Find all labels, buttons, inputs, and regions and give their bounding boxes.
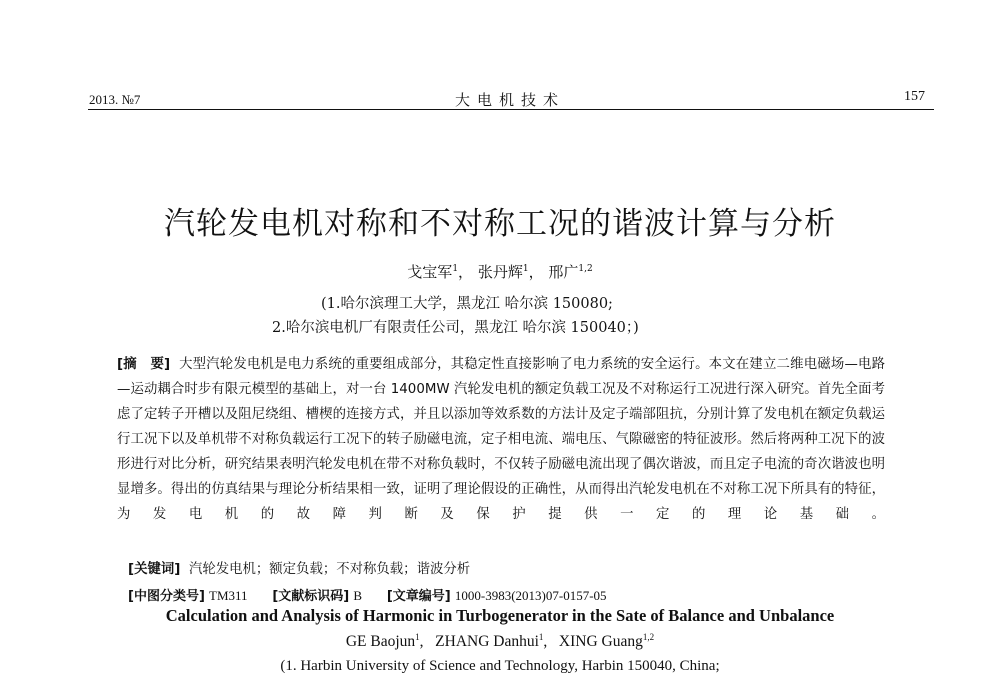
doc-code-label: [文献标识码] [272, 589, 350, 604]
header-journal-name: 大电机技术 [455, 91, 566, 109]
clc-label: [中图分类号] [128, 589, 205, 604]
author-cn-3: 邢广 [548, 263, 579, 281]
classification-line [128, 585, 607, 604]
author-en-3-affil: 1,2 [642, 632, 655, 642]
authors-cn: 戈宝军$^1$， 张丹辉$^1$， 邢广$^{1,2}$ [407, 263, 593, 281]
author-en-2: ZHANG Danhui [435, 633, 539, 651]
author-cn-1: 戈宝军 [407, 263, 453, 281]
author-en-2-affil: 1 [538, 632, 544, 642]
paper-title-en: Calculation and Analysis of Harmonic in Turbogenerator in the Sate of Balance and Unbalance [165, 606, 835, 625]
clc-value: TM311 [209, 588, 248, 603]
authors-en: GE Baojun$^1$, ZHANG Danhui$^1$, XING Guang$^{1,2}$ [345, 632, 655, 651]
paper-title-cn: 汽轮发电机对称和不对称工况的谐波计算与分析 [164, 206, 836, 242]
doc-code-value: B [353, 588, 363, 603]
author-en-1: GE Baojun [345, 633, 416, 651]
abstract-label: [摘 要] [117, 357, 171, 372]
article-number-label: [文章编号] [386, 589, 451, 604]
article-number-value: 1000-3983(2013)07-0157-05 [454, 588, 607, 603]
keywords-text: 汽轮发电机；额定负载；不对称负载；谐波分析 [188, 562, 471, 577]
author-cn-3-affil: 1,2 [578, 264, 593, 274]
abstract-text: 大型汽轮发电机是电力系统的重要组成部分，其稳定性直接影响了电力系统的安全运行。本文在建立二维电磁场—电路—运动耦合时步有限元模型的基础上，对一台 1400MW 汽轮发电机的额定负载工况及不对称运行工况进行深入研究。首先全面考虑了定转子开槽以及阻尼绕组、槽楔的连接方式，并且以添加等效系数的方法计及定子端部阻抗，分别计算了发电机在额定负载运行工况下以及单机带不对称负载运行工况下的转子励磁电流，定子相电流、端电压、气隙磁密的特征波形。然后将两种工况下的波形进行对比分析，研究结果表明汽轮发电机在带不对称负载时，不仅转子励磁电流出现了偶次谐波，而且定子电流的奇次谐波也明显增多。得出的仿真结果与理论分析结果相一致，证明了理论假设的正确性，从而得出汽轮发电机在不对称工况下所具有的特征，为发电机的故障判断及保护提供一定的理论基础。 [117, 357, 885, 522]
header-rule [88, 109, 934, 110]
author-en-3: XING Guang [558, 633, 643, 651]
keywords-line [128, 558, 470, 577]
keywords-label: [关键词] [128, 562, 181, 577]
header-page-number: 157 [904, 89, 925, 104]
author-cn-2: 张丹辉 [477, 263, 523, 281]
affiliation-cn-1: (1.哈尔滨理工大学，黑龙江 哈尔滨 150080; [321, 296, 613, 312]
author-cn-1-affil: 1 [452, 264, 459, 274]
author-en-1-affil: 1 [415, 632, 420, 642]
abstract-block [117, 352, 885, 527]
author-cn-2-affil: 1 [522, 264, 529, 274]
header-issue: 2013. №7 [89, 92, 141, 107]
affiliation-cn-2: 2.哈尔滨电机厂有限责任公司，黑龙江 哈尔滨 150040；) [272, 320, 639, 336]
affiliation-en-1: (1. Harbin University of Science and Technology, Harbin 150040, China; [280, 658, 720, 674]
